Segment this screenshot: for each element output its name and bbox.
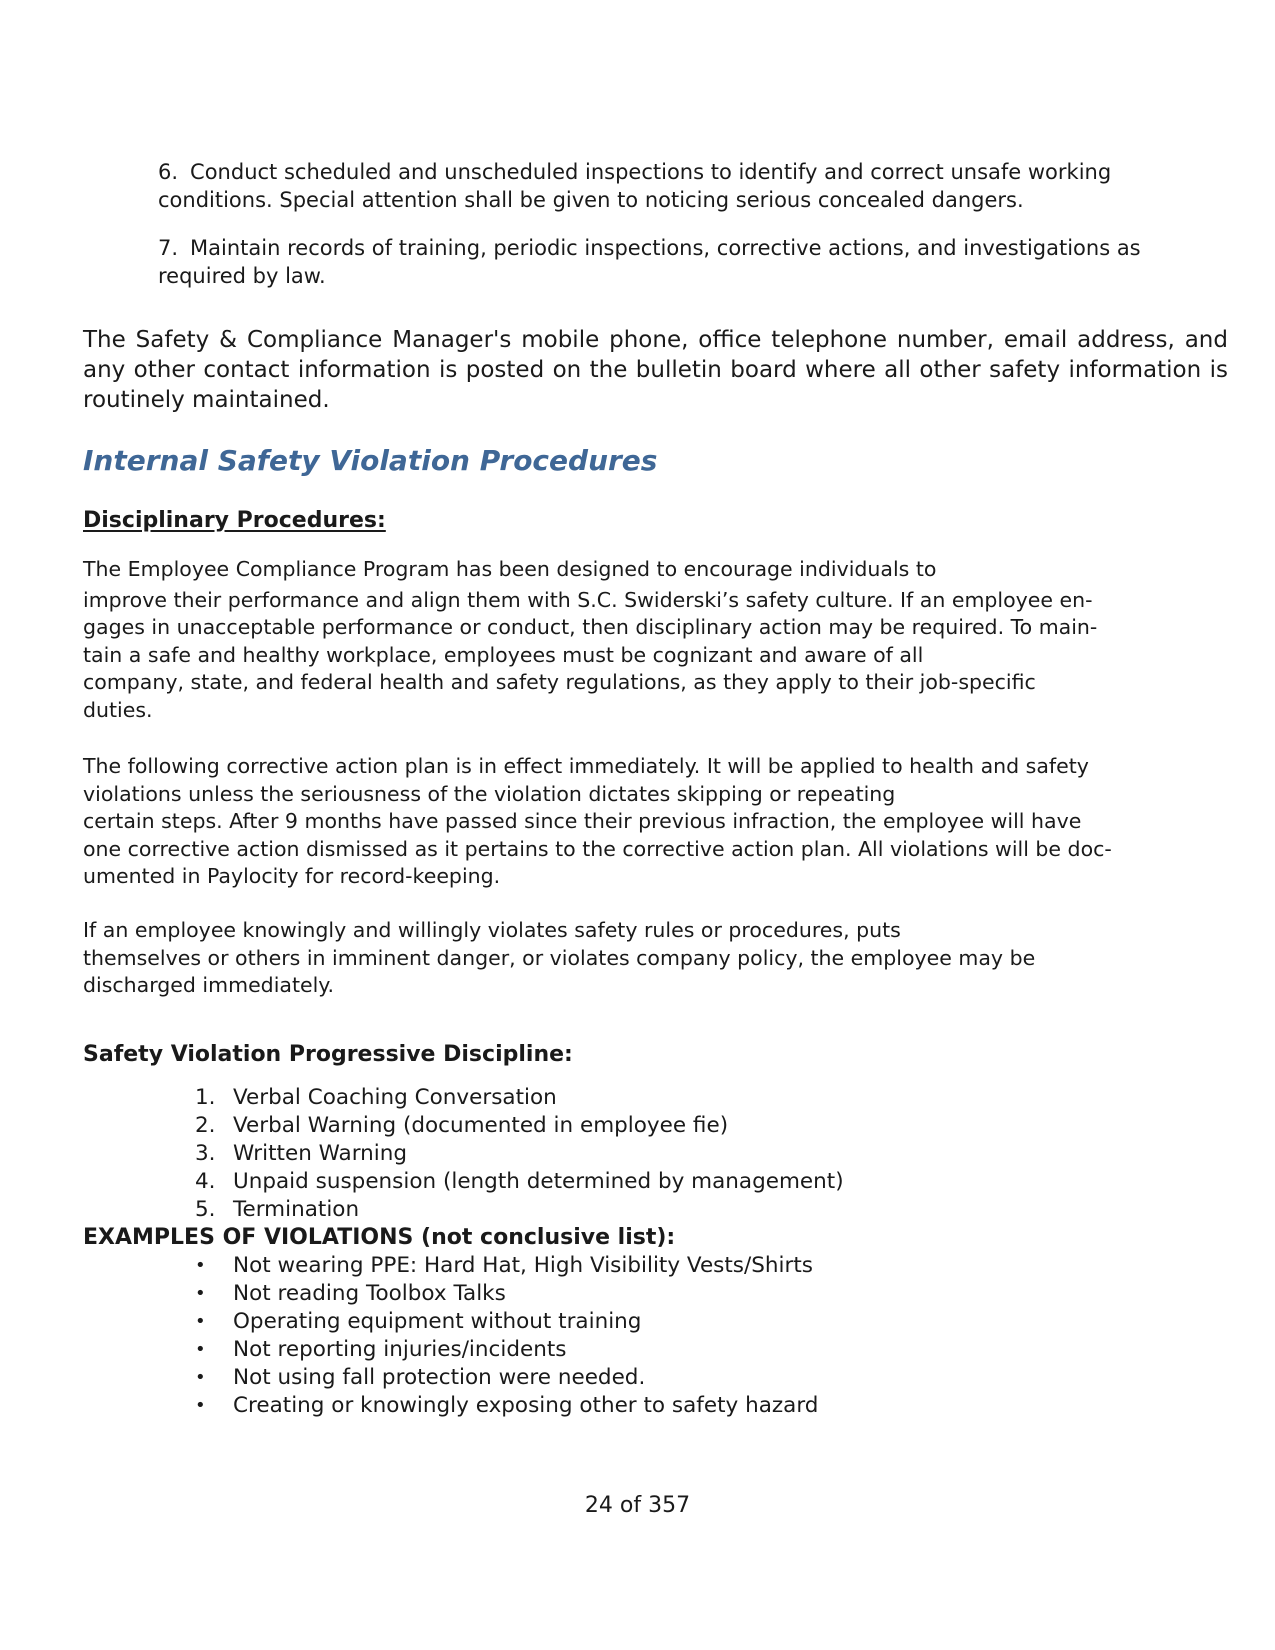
paragraph-line: tain a safe and healthy workplace, employees must be cognizant and aware of all: [83, 642, 924, 667]
item-number: 7.: [158, 236, 179, 260]
step-text: Verbal Warning (documented in employee fie): [233, 1113, 729, 1138]
bullet-icon: •: [195, 1255, 206, 1276]
item-text-line: Conduct scheduled and unscheduled inspections to identify and correct unsafe working: [190, 160, 1112, 184]
step-text: Verbal Coaching Conversation: [233, 1085, 557, 1110]
bullet-icon: •: [195, 1311, 206, 1332]
list-item: [195, 1364, 818, 1392]
list-item: [195, 1392, 818, 1420]
disciplinary-heading: Disciplinary Procedures:: [83, 508, 386, 533]
step-number: 4.: [195, 1169, 216, 1194]
examples-list: [195, 1252, 818, 1420]
example-text: Not using fall protection were needed.: [233, 1365, 646, 1390]
progressive-discipline-heading: Safety Violation Progressive Discipline:: [83, 1042, 573, 1067]
paragraph-line: themselves or others in imminent danger, or violates company policy, the employee may be: [83, 945, 1036, 970]
examples-heading: EXAMPLES OF VIOLATIONS (not conclusive list):: [83, 1225, 676, 1250]
section-title: Internal Safety Violation Procedures: [83, 444, 658, 477]
paragraph-line: one corrective action dismissed as it pertains to the corrective action plan. All violations will be doc-: [83, 836, 1112, 861]
item-text-line: conditions. Special attention shall be given to noticing serious concealed dangers.: [158, 188, 1024, 212]
paragraph-line: discharged immediately.: [83, 973, 335, 997]
list-item: [195, 1168, 844, 1196]
paragraph-line: The following corrective action plan is in effect immediately. It will be applied to health and safety: [83, 754, 1089, 778]
compliance-program-paragraph: [83, 556, 1228, 724]
paragraph-line: gages in unacceptable performance or conduct, then disciplinary action may be required. To main-: [83, 615, 1098, 639]
item-number: 6.: [158, 160, 179, 184]
list-item: [195, 1252, 818, 1280]
step-number: 2.: [195, 1113, 216, 1138]
paragraph-line: umented in Paylocity for record-keeping.: [83, 864, 501, 888]
list-item: [195, 1280, 818, 1308]
step-number: 1.: [195, 1085, 216, 1110]
step-text: Written Warning: [233, 1141, 408, 1166]
bullet-icon: •: [195, 1395, 206, 1416]
progressive-steps-list: [195, 1084, 844, 1224]
paragraph-line: company, state, and federal health and safety regulations, as they apply to their job-specific: [83, 670, 1036, 694]
example-text: Not reporting injuries/incidents: [233, 1337, 567, 1362]
example-text: Creating or knowingly exposing other to safety hazard: [233, 1393, 819, 1418]
paragraph-line: The Employee Compliance Program has been designed to encourage individuals to: [83, 557, 937, 581]
responsibility-item-7: [158, 234, 1228, 290]
step-text: Termination: [233, 1197, 360, 1222]
example-text: Not reading Toolbox Talks: [233, 1281, 506, 1306]
paragraph-line: improve their performance and align them with S.C. Swiderski’s safety culture. If an employee en-: [83, 587, 1093, 612]
responsibility-item-6: [158, 158, 1228, 214]
list-item: [195, 1308, 818, 1336]
step-number: 3.: [195, 1141, 216, 1166]
list-item: [195, 1084, 844, 1112]
item-text-line: Maintain records of training, periodic inspections, corrective actions, and investigations as: [190, 236, 1141, 260]
paragraph-line: If an employee knowingly and willingly violates safety rules or procedures, puts: [83, 918, 901, 942]
step-number: 5.: [195, 1197, 216, 1222]
page-number: 24 of 357: [584, 1493, 691, 1518]
list-item: [195, 1140, 844, 1168]
list-item: [195, 1196, 844, 1224]
bullet-icon: •: [195, 1367, 206, 1388]
example-text: Not wearing PPE: Hard Hat, High Visibility Vests/Shirts: [233, 1253, 813, 1278]
list-item: [195, 1112, 844, 1140]
contact-info-paragraph: The Safety & Compliance Manager's mobile phone, office telephone number, email address, and any other contact information is posted on the bulletin board where all other safety information is routinely maintained.: [83, 327, 1228, 413]
paragraph-line: duties.: [83, 697, 153, 722]
immediate-discharge-paragraph: [83, 917, 1228, 1000]
item-text-line: required by law.: [158, 264, 326, 288]
list-item: [195, 1336, 818, 1364]
step-text: Unpaid suspension (length determined by management): [233, 1169, 844, 1194]
bullet-icon: •: [195, 1283, 206, 1304]
corrective-action-paragraph: [83, 753, 1228, 891]
paragraph-line: violations unless the seriousness of the violation dictates skipping or repeating: [83, 781, 896, 806]
paragraph-line: certain steps. After 9 months have passed since their previous infraction, the employee will have: [83, 809, 1082, 833]
bullet-icon: •: [195, 1339, 206, 1360]
example-text: Operating equipment without training: [233, 1309, 642, 1334]
